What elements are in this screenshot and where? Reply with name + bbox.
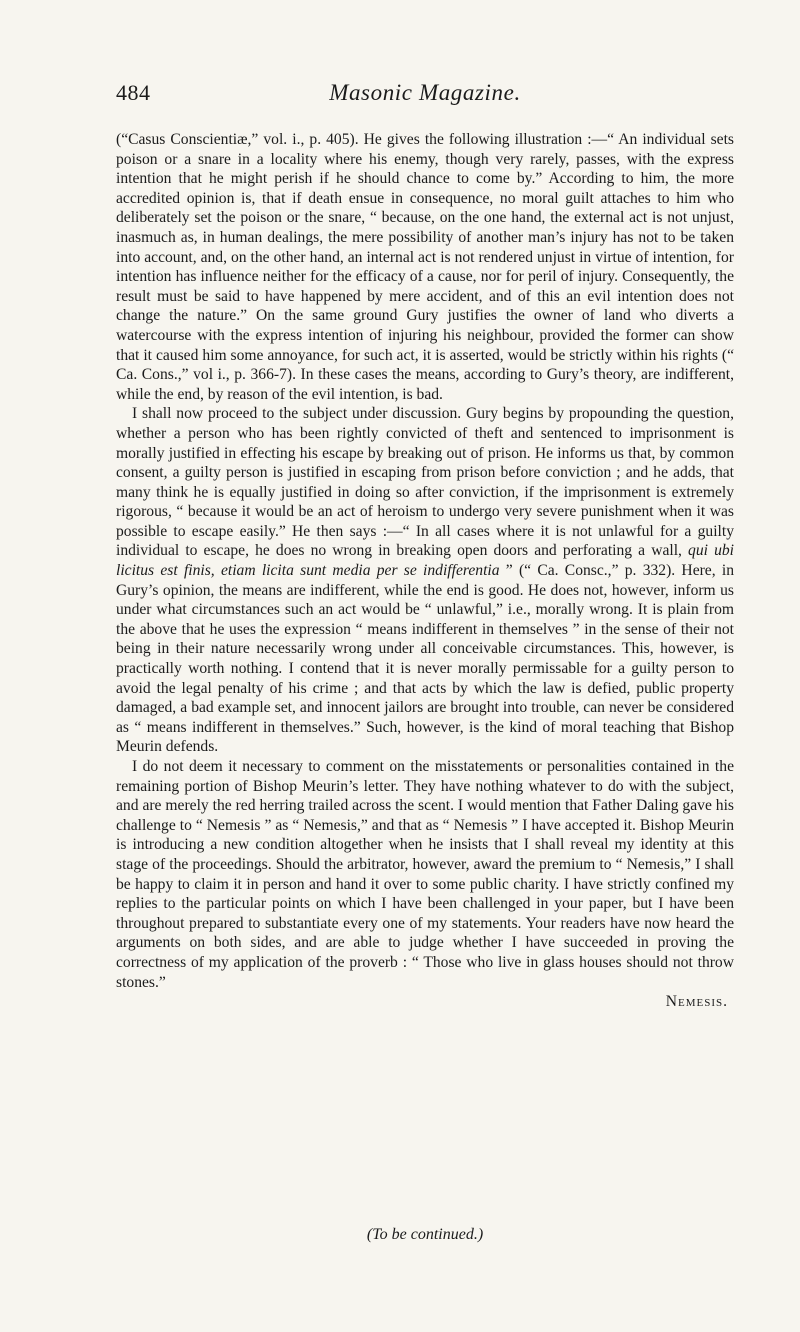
latin-quotation: qui ubi licitus est finis, etiam licita sunt media per se indifferentia — [116, 542, 734, 580]
paragraph-escape-discussion — [116, 404, 734, 757]
page-header — [116, 80, 734, 112]
paragraph-text-after-latin: ” (“ Ca. Consc.,” p. 332). Here, in Gury’s opinion, the means are indifferent, while the end is good. He does not, however, inform us under what circumstances such an act would be “ unlawful,” i.e., morally wrong. It is plain from the above that he uses the expression “ means indifferent in themselves ” in the sense of their not being in their nature necessarily wrong under all conceivable circumstances. This, however, is practically worth nothing. I contend that it is never morally permissable for a guilty person to avoid the legal penalty of his crime ; and that acts by which the law is defied, public property damaged, a bad example set, and innocent jailors are brought into trouble, can never be considered as “ means indifferent in themselves.” Such, however, is the kind of moral teaching that Bishop Meurin defends. — [116, 562, 735, 756]
author-signature: Nemesis. — [665, 993, 728, 1011]
article-body — [116, 130, 734, 1012]
paragraph-closing-remarks: I do not deem it necessary to comment on the misstatements or personalities contained in the remaining portion of Bishop Meurin’s letter. They have nothing whatever to do with the subject, and are merely the red herring trailed across the scent. I would mention that Father Daling gave his challenge to “ Nemesis ” as “ Nemesis,” and that as “ Nemesis ” I have accepted it. Bishop Meurin is introducing a new condition altogether when he insists that I shall reveal my identity at this stage of the proceedings. Should the arbitrator, however, award the premium to “ Nemesis,” I shall be happy to claim it in person and hand it over to some public charity. I have strictly confined my replies to the particular points on which I have been challenged in your paper, but I have been throughout prepared to substantiate every one of my statements. Your readers have now heard the arguments on both sides, and are able to judge whether I have succeeded in proving the correctness of my application of the proverb : “ Those who live in glass houses should not throw stones.” — [116, 758, 734, 991]
running-title: Masonic Magazine. — [329, 80, 521, 105]
paragraph-gury-illustration: (“Casus Conscientiæ,” vol. i., p. 405). He gives the following illustration :—“ An individual sets poison or a snare in a locality where his enemy, though very rarely, passes, with the express intention that he might perish if he should chance to come by.” According to him, the more accredited opinion is, that if death ensue in consequence, no moral guilt attaches to him who deliberately set the poison or the snare, “ because, on the one hand, the external act is not unjust, inasmuch as, in human dealings, the mere possibility of another man’s injury has not to be taken into account, and, on the other hand, an internal act is not rendered unjust in virtue of intention, for intention has influence neither for the efficacy of a cause, nor for peril of injury. Consequently, the result must be said to have happened by mere accident, and of this an evil intention does not change the nature.” On the same ground Gury justifies the owner of land who diverts a watercourse with the express intention of injuring his neighbour, provided the former can show that it caused him some annoyance, for such act, it is asserted, would be strictly within his rights (“ Ca. Cons.,” vol i., p. 366-7). In these cases the means, according to Gury’s theory, are indifferent, while the end, by reason of the evil intention, is bad. — [116, 131, 734, 403]
page-number: 484 — [116, 80, 151, 105]
continued-note: (To be continued.) — [366, 1226, 484, 1243]
paragraph-text-before-latin: I shall now proceed to the subject under discussion. Gury begins by propounding the question, whether a person who has been rightly convicted of theft and sentenced to imprisonment is morally justified in effecting his escape by breaking out of prison. He informs us that, by common consent, a guilty person is justified in escaping from prison before conviction ; and he adds, that many think he is equally justified in doing so after conviction, if the imprisonment is extremely rigorous, “ because it would be an act of heroism to undergo very severe punishment when it was possible to escape easily.” He then says :—“ In all cases where it is not unlawful for a guilty individual to escape, he does no wrong in breaking open doors and perforating a wall, — [116, 405, 734, 560]
